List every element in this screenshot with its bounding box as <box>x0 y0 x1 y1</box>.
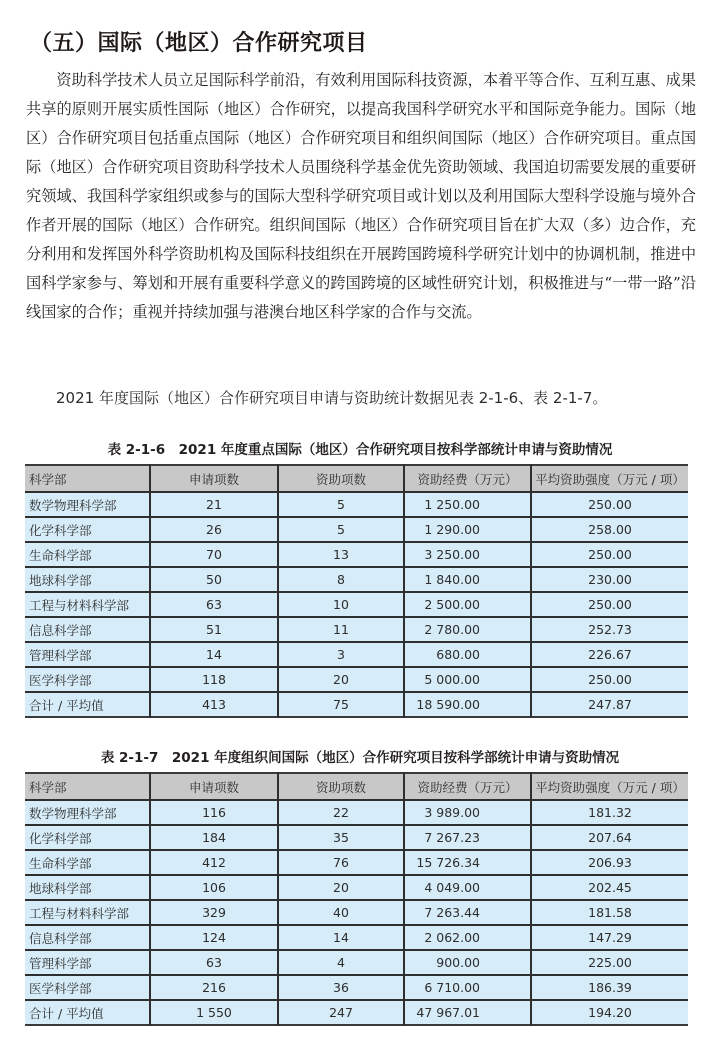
cell-funding-amount: 7 267.23 <box>404 825 531 850</box>
cell-funded-projects: 3 <box>278 642 404 667</box>
cell-department: 生命科学部 <box>25 850 150 875</box>
cell-department: 合计 / 平均值 <box>25 1000 150 1025</box>
table-row <box>25 567 688 592</box>
table-row <box>25 975 688 1000</box>
cell-funding-amount: 3 250.00 <box>404 542 531 567</box>
column-header-funding-amount: 资助经费（万元） <box>404 773 531 800</box>
column-header-funded-projects: 资助项数 <box>278 465 404 492</box>
cell-department: 管理科学部 <box>25 950 150 975</box>
cell-applications: 63 <box>150 950 278 975</box>
table-row <box>25 642 688 667</box>
cell-department: 管理科学部 <box>25 642 150 667</box>
cell-department: 化学科学部 <box>25 825 150 850</box>
table-row <box>25 925 688 950</box>
cell-average-intensity: 247.87 <box>531 692 688 717</box>
cell-funded-projects: 11 <box>278 617 404 642</box>
cell-department: 地球科学部 <box>25 875 150 900</box>
cell-funded-projects: 13 <box>278 542 404 567</box>
cell-applications: 329 <box>150 900 278 925</box>
cell-department: 信息科学部 <box>25 617 150 642</box>
table-row <box>25 492 688 517</box>
cell-funding-amount: 2 780.00 <box>404 617 531 642</box>
cell-funding-amount: 2 500.00 <box>404 592 531 617</box>
cell-department: 医学科学部 <box>25 975 150 1000</box>
cell-funded-projects: 76 <box>278 850 404 875</box>
cell-funding-amount: 1 250.00 <box>404 492 531 517</box>
column-header-average-intensity: 平均资助强度（万元 / 项） <box>531 773 688 800</box>
table-row <box>25 950 688 975</box>
cell-funded-projects: 75 <box>278 692 404 717</box>
column-header-department: 科学部 <box>25 465 150 492</box>
cell-funded-projects: 4 <box>278 950 404 975</box>
cell-average-intensity: 206.93 <box>531 850 688 875</box>
cell-average-intensity: 202.45 <box>531 875 688 900</box>
column-header-department: 科学部 <box>25 773 150 800</box>
cell-average-intensity: 252.73 <box>531 617 688 642</box>
cell-applications: 26 <box>150 517 278 542</box>
cell-department: 工程与材料科学部 <box>25 900 150 925</box>
table-caption-2-1-7: 表 2-1-7 2021 年度组织间国际（地区）合作研究项目按科学部统计申请与资助情况 <box>100 750 620 766</box>
cell-average-intensity: 225.00 <box>531 950 688 975</box>
cell-average-intensity: 230.00 <box>531 567 688 592</box>
cell-applications: 216 <box>150 975 278 1000</box>
table-row <box>25 517 688 542</box>
cell-funding-amount: 47 967.01 <box>404 1000 531 1025</box>
cell-applications: 106 <box>150 875 278 900</box>
column-header-average-intensity: 平均资助强度（万元 / 项） <box>531 465 688 492</box>
cell-applications: 124 <box>150 925 278 950</box>
cell-average-intensity: 250.00 <box>531 592 688 617</box>
cell-funding-amount: 18 590.00 <box>404 692 531 717</box>
column-header-applications: 申请项数 <box>150 773 278 800</box>
cell-funding-amount: 15 726.34 <box>404 850 531 875</box>
table-row <box>25 875 688 900</box>
column-header-funded-projects: 资助项数 <box>278 773 404 800</box>
table-row <box>25 825 688 850</box>
cell-department: 地球科学部 <box>25 567 150 592</box>
cell-funded-projects: 14 <box>278 925 404 950</box>
cell-applications: 63 <box>150 592 278 617</box>
cell-funded-projects: 40 <box>278 900 404 925</box>
cell-funding-amount: 6 710.00 <box>404 975 531 1000</box>
cell-average-intensity: 181.58 <box>531 900 688 925</box>
cell-funding-amount: 680.00 <box>404 642 531 667</box>
table-header-row <box>25 773 688 800</box>
cell-funded-projects: 36 <box>278 975 404 1000</box>
cell-funded-projects: 8 <box>278 567 404 592</box>
cell-funding-amount: 3 989.00 <box>404 800 531 825</box>
cell-average-intensity: 194.20 <box>531 1000 688 1025</box>
cell-funding-amount: 1 840.00 <box>404 567 531 592</box>
cell-funding-amount: 7 263.44 <box>404 900 531 925</box>
table-2-1-6 <box>25 464 688 718</box>
cell-funded-projects: 10 <box>278 592 404 617</box>
cell-department: 工程与材料科学部 <box>25 592 150 617</box>
table-total-row <box>25 692 688 717</box>
table-total-row <box>25 1000 688 1025</box>
column-header-applications: 申请项数 <box>150 465 278 492</box>
cell-department: 生命科学部 <box>25 542 150 567</box>
cell-applications: 1 550 <box>150 1000 278 1025</box>
cell-applications: 50 <box>150 567 278 592</box>
cell-average-intensity: 186.39 <box>531 975 688 1000</box>
table-row <box>25 592 688 617</box>
cell-average-intensity: 258.00 <box>531 517 688 542</box>
cell-average-intensity: 250.00 <box>531 542 688 567</box>
cell-average-intensity: 147.29 <box>531 925 688 950</box>
cell-funding-amount: 5 000.00 <box>404 667 531 692</box>
column-header-funding-amount: 资助经费（万元） <box>404 465 531 492</box>
cell-department: 医学科学部 <box>25 667 150 692</box>
cell-department: 数学物理科学部 <box>25 492 150 517</box>
cell-funded-projects: 5 <box>278 517 404 542</box>
cell-funded-projects: 22 <box>278 800 404 825</box>
intro-paragraph: 资助科学技术人员立足国际科学前沿，有效利用国际科技资源，本着平等合作、互利互惠、成果共享的原则开展实质性国际（地区）合作研究，以提高我国科学研究水平和国际竞争能力。国际（地区）合作研究项目包括重点国际（地区）合作研究项目和组织间国际（地区）合作研究项目。重点国际（地区）合作研究项目资助科学技术人员围绕科学基金优先资助领域、我国迫切需要发展的重要研究领域、我国科学家组织或参与的国际大型科学研究项目或计划以及利用国际大型科学设施与境外合作者开展的国际（地区）合作研究。组织间国际（地区）合作研究项目旨在扩大双（多）边合作，充分利用和发挥国外科学资助机构及国际科技组织在开展跨国跨境科学研究计划中的协调机制，推进中国科学家参与、筹划和开展有重要科学意义的跨国跨境的区域性研究计划，积极推进与“一带一路”沿线国家的合作；重视并持续加强与港澳台地区科学家的合作与交流。 <box>26 71 696 321</box>
stats-reference-paragraph: 2021 年度国际（地区）合作研究项目申请与资助统计数据见表 2-1-6、表 2-1-7。 <box>56 389 608 407</box>
cell-average-intensity: 181.32 <box>531 800 688 825</box>
cell-applications: 70 <box>150 542 278 567</box>
table-row <box>25 617 688 642</box>
cell-funding-amount: 4 049.00 <box>404 875 531 900</box>
cell-applications: 51 <box>150 617 278 642</box>
cell-average-intensity: 250.00 <box>531 667 688 692</box>
table-caption-2-1-6: 表 2-1-6 2021 年度重点国际（地区）合作研究项目按科学部统计申请与资助情况 <box>107 442 613 458</box>
cell-average-intensity: 207.64 <box>531 825 688 850</box>
cell-funding-amount: 900.00 <box>404 950 531 975</box>
cell-applications: 118 <box>150 667 278 692</box>
cell-funded-projects: 5 <box>278 492 404 517</box>
cell-department: 化学科学部 <box>25 517 150 542</box>
table-row <box>25 800 688 825</box>
cell-funding-amount: 2 062.00 <box>404 925 531 950</box>
cell-funded-projects: 20 <box>278 875 404 900</box>
table-header-row <box>25 465 688 492</box>
cell-department: 合计 / 平均值 <box>25 692 150 717</box>
cell-average-intensity: 250.00 <box>531 492 688 517</box>
cell-applications: 116 <box>150 800 278 825</box>
cell-applications: 21 <box>150 492 278 517</box>
cell-funded-projects: 20 <box>278 667 404 692</box>
cell-department: 数学物理科学部 <box>25 800 150 825</box>
cell-applications: 184 <box>150 825 278 850</box>
cell-department: 信息科学部 <box>25 925 150 950</box>
cell-applications: 413 <box>150 692 278 717</box>
cell-applications: 412 <box>150 850 278 875</box>
table-row <box>25 542 688 567</box>
table-row <box>25 900 688 925</box>
cell-funded-projects: 35 <box>278 825 404 850</box>
table-row <box>25 850 688 875</box>
table-row <box>25 667 688 692</box>
section-heading: （五）国际（地区）合作研究项目 <box>30 31 368 56</box>
cell-average-intensity: 226.67 <box>531 642 688 667</box>
table-2-1-7 <box>25 772 688 1026</box>
cell-applications: 14 <box>150 642 278 667</box>
cell-funding-amount: 1 290.00 <box>404 517 531 542</box>
cell-funded-projects: 247 <box>278 1000 404 1025</box>
